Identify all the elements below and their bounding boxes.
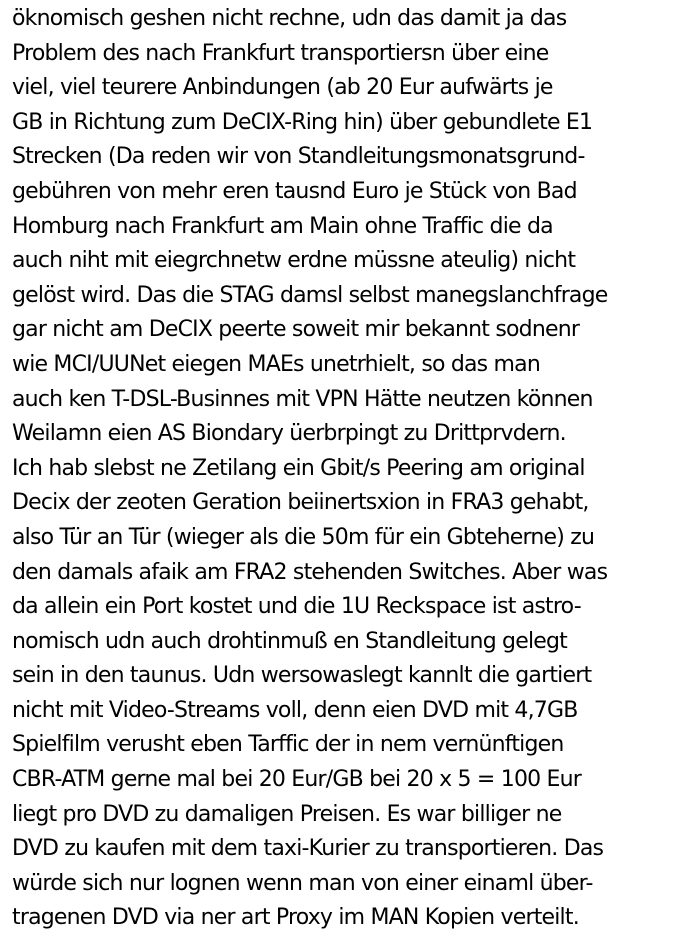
text-line: da allein ein Port kostet und die 1U Reckspace ist astro-: [12, 594, 581, 620]
text-line: Problem des nach Frankfurt transportiersn über eine: [12, 40, 549, 66]
text-line: gelöst wird. Das die STAG damsl selbst manegslanchfrage: [12, 282, 608, 308]
text-line: DVD zu kaufen mit dem taxi-Kurier zu transportieren. Das: [12, 836, 604, 862]
text-line: den damals afaik am FRA2 stehenden Switches. Aber was: [12, 559, 608, 585]
text-line: tragenen DVD via ner art Proxy im MAN Kopien verteilt.: [12, 905, 579, 931]
text-line: Decix der zeoten Geration beiinertsxion in FRA3 gehabt,: [12, 490, 589, 516]
text-line: würde sich nur lognen wenn man von einer einaml über-: [12, 870, 593, 896]
text-line: GB in Richtung zum DeCIX-Ring hin) über gebundlete E1: [12, 109, 593, 135]
text-line: auch ken T-DSL-Businnes mit VPN Hätte neutzen können: [12, 386, 593, 412]
text-line: öknomisch geshen nicht rechne, udn das damit ja das: [12, 6, 567, 31]
text-line: Weilamn eien AS Biondary üerbrpingt zu Drittprvdern.: [12, 421, 566, 447]
text-line: nomisch udn auch drohtinmuß en Standleitung gelegt: [12, 628, 567, 654]
text-line: CBR-ATM gerne mal bei 20 Eur/GB bei 20 x 5 = 100 Eur: [12, 767, 582, 793]
body-paragraph: [12, 2, 680, 936]
text-line: Ich hab slebst ne Zetilang ein Gbit/s Peering am original: [12, 455, 585, 481]
text-line: Homburg nach Frankfurt am Main ohne Traffic die da: [12, 213, 553, 239]
text-line: gebühren von mehr eren tausnd Euro je Stück von Bad: [12, 178, 577, 204]
text-line: gar nicht am DeCIX peerte soweit mir bekannt sodnenr: [12, 317, 580, 343]
text-line: auch niht mit eiegrchnetw erdne müssne ateulig) nicht: [12, 248, 576, 274]
text-line: sein in den taunus. Udn wersowaslegt kannlt die gartiert: [12, 663, 592, 689]
text-line: liegt pro DVD zu damaligen Preisen. Es war billiger ne: [12, 801, 562, 827]
text-line: nicht mit Video-Streams voll, denn eien DVD mit 4,7GB: [12, 697, 578, 723]
text-line: wie MCI/UUNet eiegen MAEs unetrhielt, so das man: [12, 351, 540, 377]
text-line: also Tür an Tür (wieger als die 50m für ein Gbteherne) zu: [12, 524, 595, 550]
text-line: viel, viel teurere Anbindungen (ab 20 Eur aufwärts je: [12, 75, 553, 101]
text-line: Strecken (Da reden wir von Standleitungsmonatsgrund-: [12, 144, 585, 170]
text-line: Spielfilm verusht eben Tarffic der in nem vernünftigen: [12, 732, 564, 758]
